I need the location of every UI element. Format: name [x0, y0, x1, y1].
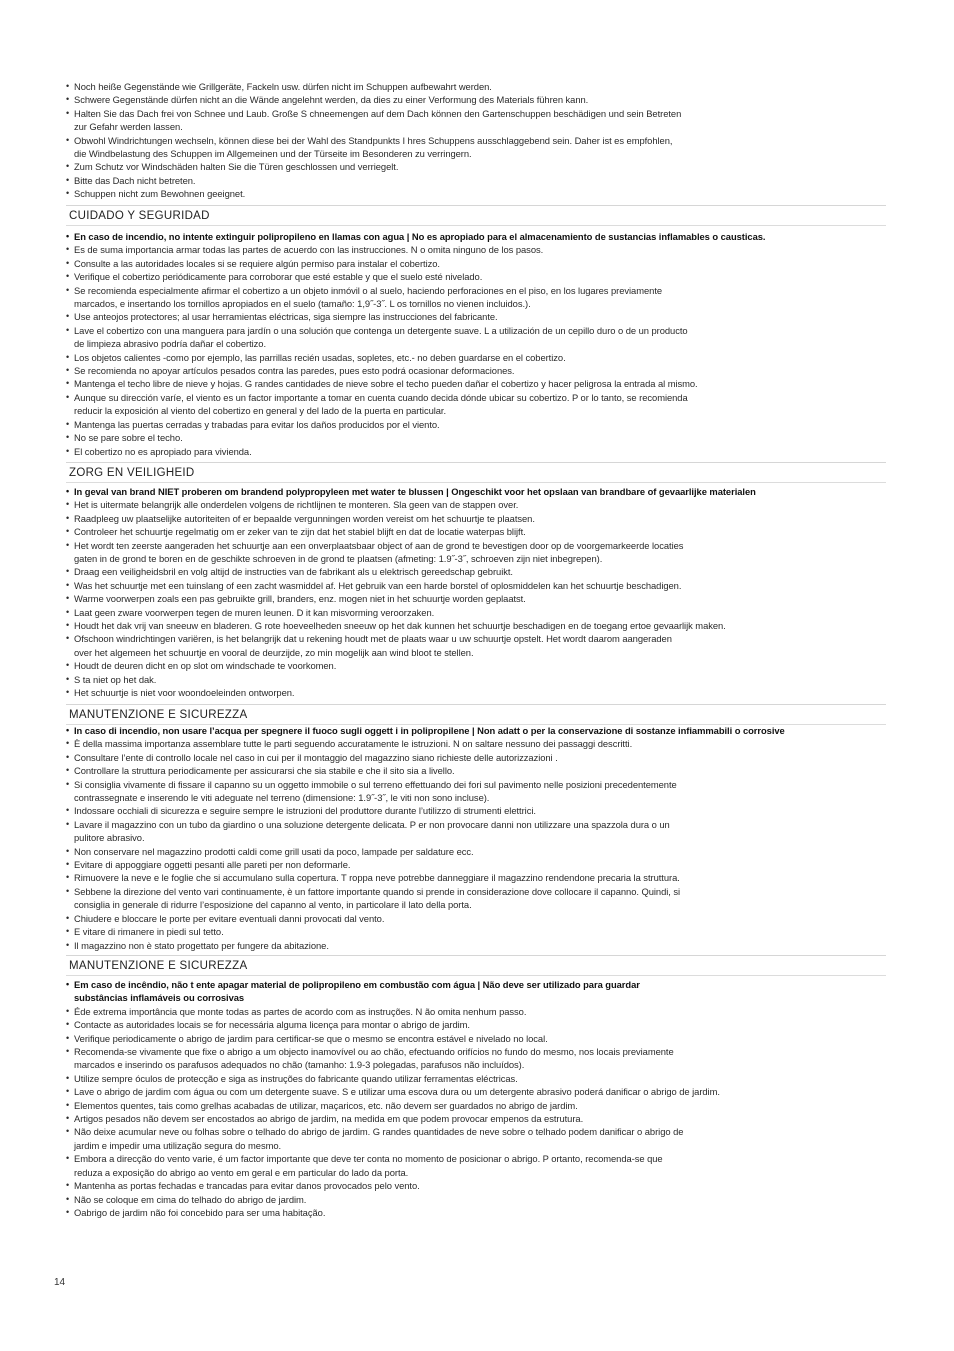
- list-item: • Los objetos calientes -como por ejemplo, las parrillas recién usadas, sopletes, etc.- no deben guardarse en el cobertizo.: [66, 351, 886, 364]
- list-item: • S ta niet op het dak.: [66, 673, 886, 686]
- list-item: • Lave el cobertizo con una manguera para jardín o una solución que contenga un detergente suave. L a utilización de un cepillo duro o de un producto de limpieza abrasivo podría dañar el cobertizo.: [66, 324, 886, 351]
- list-item: • Éde extrema importância que monte todas as partes de acordo com as instruções. N ão omita nenhum passo.: [66, 1005, 886, 1018]
- list-item: • Aunque su dirección varíe, el viento es un factor importante a tomar en cuenta cuando decida dónde ubicar su cobertizo. P or lo tanto, se recomienda reducir la exposición al viento del cobertizo en general y del lado de la puerta en particular.: [66, 391, 886, 418]
- list-item: • Consulte a las autoridades locales si se requiere algún permiso para instalar el cobertizo.: [66, 257, 886, 270]
- list-item: • Não deixe acumular neve ou folhas sobre o telhado do abrigo de jardim. G randes quantidades de neve sobre o telhado podem danificar o abrigo de jardim e impedir uma utilização segura do mesmo.: [66, 1125, 886, 1152]
- list-item: • È della massima importanza assemblare tutte le parti seguendo accuratamente le istruzioni. N on saltare nessuno dei passaggi descritti.: [66, 737, 886, 750]
- list-item: • Controllare la struttura periodicamente per assicurarsi che sia stabile e che il sito sia a livello.: [66, 764, 886, 777]
- list-item: • Il magazzino non è stato progettato per fungere da abitazione.: [66, 939, 886, 952]
- list-item: • Use anteojos protectores; al usar herramientas eléctricas, siga siempre las instrucciones del fabricante.: [66, 310, 886, 323]
- warning-item: • Em caso de incêndio, não t ente apagar material de polipropileno em combustão com água | Não deve ser utilizado para guardar substâncias inflamáveis ou corrosivas: [66, 978, 886, 1005]
- list-item: • Oabrigo de jardim não foi concebido para ser uma habitação.: [66, 1206, 886, 1219]
- list-item: • Se recomienda especialmente afirmar el cobertizo a un objeto inmóvil o al suelo, haciendo perforaciones en el piso, en los lugares previamente marcados, e insertando los tornillos apropiados en el suelo (tamaño: 1,9˝-3˝. L os tornillos no vienen incluidos.).: [66, 284, 886, 311]
- bullet-list: [66, 80, 886, 201]
- list-item: • Halten Sie das Dach frei von Schnee und Laub. Große S chneemengen auf dem Dach können den Gartenschuppen beschädigen und sein Betreten zur Gefahr werden lassen.: [66, 107, 886, 134]
- bullet-list: [66, 724, 886, 952]
- list-item: • Artigos pesados não devem ser encostados ao abrigo de jardim, na medida em que podem provocar empenos da estrutura.: [66, 1112, 886, 1125]
- section-dutch-list: [66, 485, 886, 700]
- bullet-list: [66, 978, 886, 1219]
- list-item: • Utilize sempre óculos de protecção e siga as instruções do fabricante quando utilizar ferramentas eléctricas.: [66, 1072, 886, 1085]
- section-heading-italian: [66, 704, 886, 725]
- list-item: • Mantenga las puertas cerradas y trabadas para evitar los daños producidos por el viento.: [66, 418, 886, 431]
- list-item: • Houdt de deuren dicht en op slot om windschade te voorkomen.: [66, 659, 886, 672]
- list-item: • Elementos quentes, tais como grelhas acabadas de utilizar, maçaricos, etc. não devem ser guardados no abrigo de jardim.: [66, 1099, 886, 1112]
- list-item: • Mantenha as portas fechadas e trancadas para evitar danos provocados pelo vento.: [66, 1179, 886, 1192]
- list-item: • Raadpleeg uw plaatselijke autoriteiten of er bepaalde vergunningen worden vereist om het schuurtje te plaatsen.: [66, 512, 886, 525]
- list-item: • Evitare di appoggiare oggetti pesanti alle pareti per non deformarle.: [66, 858, 886, 871]
- list-item: • Es de suma importancia armar todas las partes de acuerdo con las instrucciones. N o omita ninguno de los pasos.: [66, 243, 886, 256]
- list-item: • Was het schuurtje met een tuinslang of een zacht wasmiddel af. Het gebruik van een harde borstel of oplosmiddelen kan het schuurtje beschadigen.: [66, 579, 886, 592]
- list-item: • Não se coloque em cima do telhado do abrigo de jardim.: [66, 1193, 886, 1206]
- list-item: • Schwere Gegenstände dürfen nicht an die Wände angelehnt werden, da dies zu einer Verformung des Materials führen kann.: [66, 93, 886, 106]
- section-heading-spanish: [66, 205, 886, 226]
- list-item: • Obwohl Windrichtungen wechseln, können diese bei der Wahl des Standpunkts I hres Schuppens ausschlaggebend sein. Daher ist es empfohlen, die Windbelastung des Schuppen im Allgemeinen und der Türseite im Besonderen zu verringern.: [66, 134, 886, 161]
- warning-item: • In geval van brand NIET proberen om brandend polypropyleen met water te blussen | Ongeschikt voor het opslaan van brandbare of gevaarlijke materialen: [66, 485, 886, 498]
- list-item: • Contacte as autoridades locais se for necessária alguma licença para montar o abrigo de jardim.: [66, 1018, 886, 1031]
- section-heading-text: CUIDADO Y SEGURIDAD: [69, 210, 210, 222]
- list-item: • E vitare di rimanere in piedi sul tetto.: [66, 925, 886, 938]
- list-item: • Draag een veiligheidsbril en volg altijd de instructies van de fabrikant als u elektrisch gereedschap gebruikt.: [66, 565, 886, 578]
- section-italian-list: [66, 724, 886, 952]
- list-item: • Lavare il magazzino con un tubo da giardino o una soluzione detergente delicata. P er non provocare danni non utilizzare una spazzola dura o un pulitore abrasivo.: [66, 818, 886, 845]
- list-item: • No se pare sobre el techo.: [66, 431, 886, 444]
- list-item: • Het is uitermate belangrijk alle onderdelen volgens de richtlijnen te monteren. Sla geen van de stappen over.: [66, 498, 886, 511]
- warning-item: • In caso di incendio, non usare l’acqua per spegnere il fuoco sugli oggett i in polipropilene | Non adatt o per la conservazione di sostanze infiammabili o corrosive: [66, 724, 886, 737]
- section-portuguese-list: [66, 978, 886, 1219]
- list-item: • Het wordt ten zeerste aangeraden het schuurtje aan een onverplaatsbaar object of aan de grond te bevestigen door op de voorgemarkeerde locaties gaten in de grond te boren en de geschikte schroeven in de grond te plaatsen (afmeting: 1.9˝-3˝, schroeven zijn niet inbegrepen).: [66, 539, 886, 566]
- page-number: 14: [54, 1277, 66, 1288]
- list-item: • Si consiglia vivamente di fissare il capanno su un oggetto immobile o sul terreno effettuando dei fori sul pavimento nelle posizioni precedentemente contrassegnate e inserendo le viti adeguate nel terreno (dimensione: 1.9˝-3˝, le viti non sono incluse).: [66, 778, 886, 805]
- list-item: • Consultare l’ente di controllo locale nel caso in cui per il montaggio del magazzino siano richieste delle autorizzazioni .: [66, 751, 886, 764]
- list-item: • Ofschoon windrichtingen variëren, is het belangrijk dat u rekening houdt met de plaats waar u uw schuurtje opstelt. Het wordt daarom aangeraden over het algemeen het schuurtje en vooral de deurzijde, zo min mogelijk aan wind bloot te stellen.: [66, 632, 886, 659]
- warning-item: • En caso de incendio, no intente extinguir polipropileno en llamas con agua | No es apropiado para el almacenamiento de sustancias inflamables o causticas.: [66, 230, 886, 243]
- list-item: • Houdt het dak vrij van sneeuw en bladeren. G rote hoeveelheden sneeuw op het dak kunnen het schuurtje beschadigen en de toegang ertoe gevaarlijk maken.: [66, 619, 886, 632]
- list-item: • Schuppen nicht zum Bewohnen geeignet.: [66, 187, 886, 200]
- list-item: • Indossare occhiali di sicurezza e seguire sempre le istruzioni del produttore durante l’utilizzo di strumenti elettrici.: [66, 804, 886, 817]
- section-spanish-list: [66, 230, 886, 458]
- section-heading-portuguese: [66, 955, 886, 976]
- bullet-list: [66, 230, 886, 458]
- list-item: • Zum Schutz vor Windschäden halten Sie die Türen geschlossen und verriegelt.: [66, 160, 886, 173]
- list-item: • Het schuurtje is niet voor woondoeleinden ontworpen.: [66, 686, 886, 699]
- list-item: • Bitte das Dach nicht betreten.: [66, 174, 886, 187]
- list-item: • Chiudere e bloccare le porte per evitare eventuali danni provocati dal vento.: [66, 912, 886, 925]
- section-heading-dutch: [66, 462, 886, 483]
- list-item: • Noch heiße Gegenstände wie Grillgeräte, Fackeln usw. dürfen nicht im Schuppen aufbewahrt werden.: [66, 80, 886, 93]
- section-heading-text: ZORG EN VEILIGHEID: [69, 467, 195, 479]
- list-item: • Rimuovere la neve e le foglie che si accumulano sulla copertura. T roppa neve potrebbe danneggiare il magazzino rendendone precaria la struttura.: [66, 871, 886, 884]
- list-item: • Verifique el cobertizo periódicamente para corroborar que esté estable y que el suelo esté nivelado.: [66, 270, 886, 283]
- list-item: • Embora a direcção do vento varie, é um factor importante que deve ter conta no momento de posicionar o abrigo. P ortanto, recomenda-se que reduza a exposição do abrigo ao vento em geral e em particular do lado da porta.: [66, 1152, 886, 1179]
- list-item: • Se recomienda no apoyar artículos pesados contra las paredes, pues esto podrá ocasionar deformaciones.: [66, 364, 886, 377]
- list-item: • Lave o abrigo de jardim com água ou com um detergente suave. S e utilizar uma escova dura ou um detergente abrasivo poderá danificar o abrigo de jardim.: [66, 1085, 886, 1098]
- section-heading-text: MANUTENZIONE E SICUREZZA: [69, 709, 248, 721]
- section-german-list: [66, 80, 886, 201]
- list-item: • Sebbene la direzione del vento vari continuamente, è un fattore importante quando si prende in considerazione dove collocare il capanno. Quindi, si consiglia in generale di ridurre l’esposizione del capanno al vento, in particolare il lato della porta.: [66, 885, 886, 912]
- list-item: • Verifique periodicamente o abrigo de jardim para certificar-se que o mesmo se encontra estável e nivelado no local.: [66, 1032, 886, 1045]
- list-item: • Warme voorwerpen zoals een pas gebruikte grill, branders, enz. mogen niet in het schuurtje worden geplaatst.: [66, 592, 886, 605]
- list-item: • Mantenga el techo libre de nieve y hojas. G randes cantidades de nieve sobre el techo pueden dañar el cobertizo y hacer peligrosa la entrada al mismo.: [66, 377, 886, 390]
- list-item: • Non conservare nel magazzino prodotti caldi come grill usati da poco, lampade per saldature ecc.: [66, 845, 886, 858]
- bullet-list: [66, 485, 886, 700]
- list-item: • Controleer het schuurtje regelmatig om er zeker van te zijn dat het stabiel blijft en dat de locatie waterpas blijft.: [66, 525, 886, 538]
- list-item: • El cobertizo no es apropiado para vivienda.: [66, 445, 886, 458]
- section-heading-text: MANUTENZIONE E SICUREZZA: [69, 960, 248, 972]
- list-item: • Recomenda-se vivamente que fixe o abrigo a um objecto inamovível ou ao chão, efectuando orifícios no fundo do mesmo, nos locais previamente marcados e inserindo os parafusos adequados no chão (tamanho: 1.9-3 polegadas, parafusos não incluídos).: [66, 1045, 886, 1072]
- list-item: • Laat geen zware voorwerpen tegen de muren leunen. D it kan misvorming veroorzaken.: [66, 606, 886, 619]
